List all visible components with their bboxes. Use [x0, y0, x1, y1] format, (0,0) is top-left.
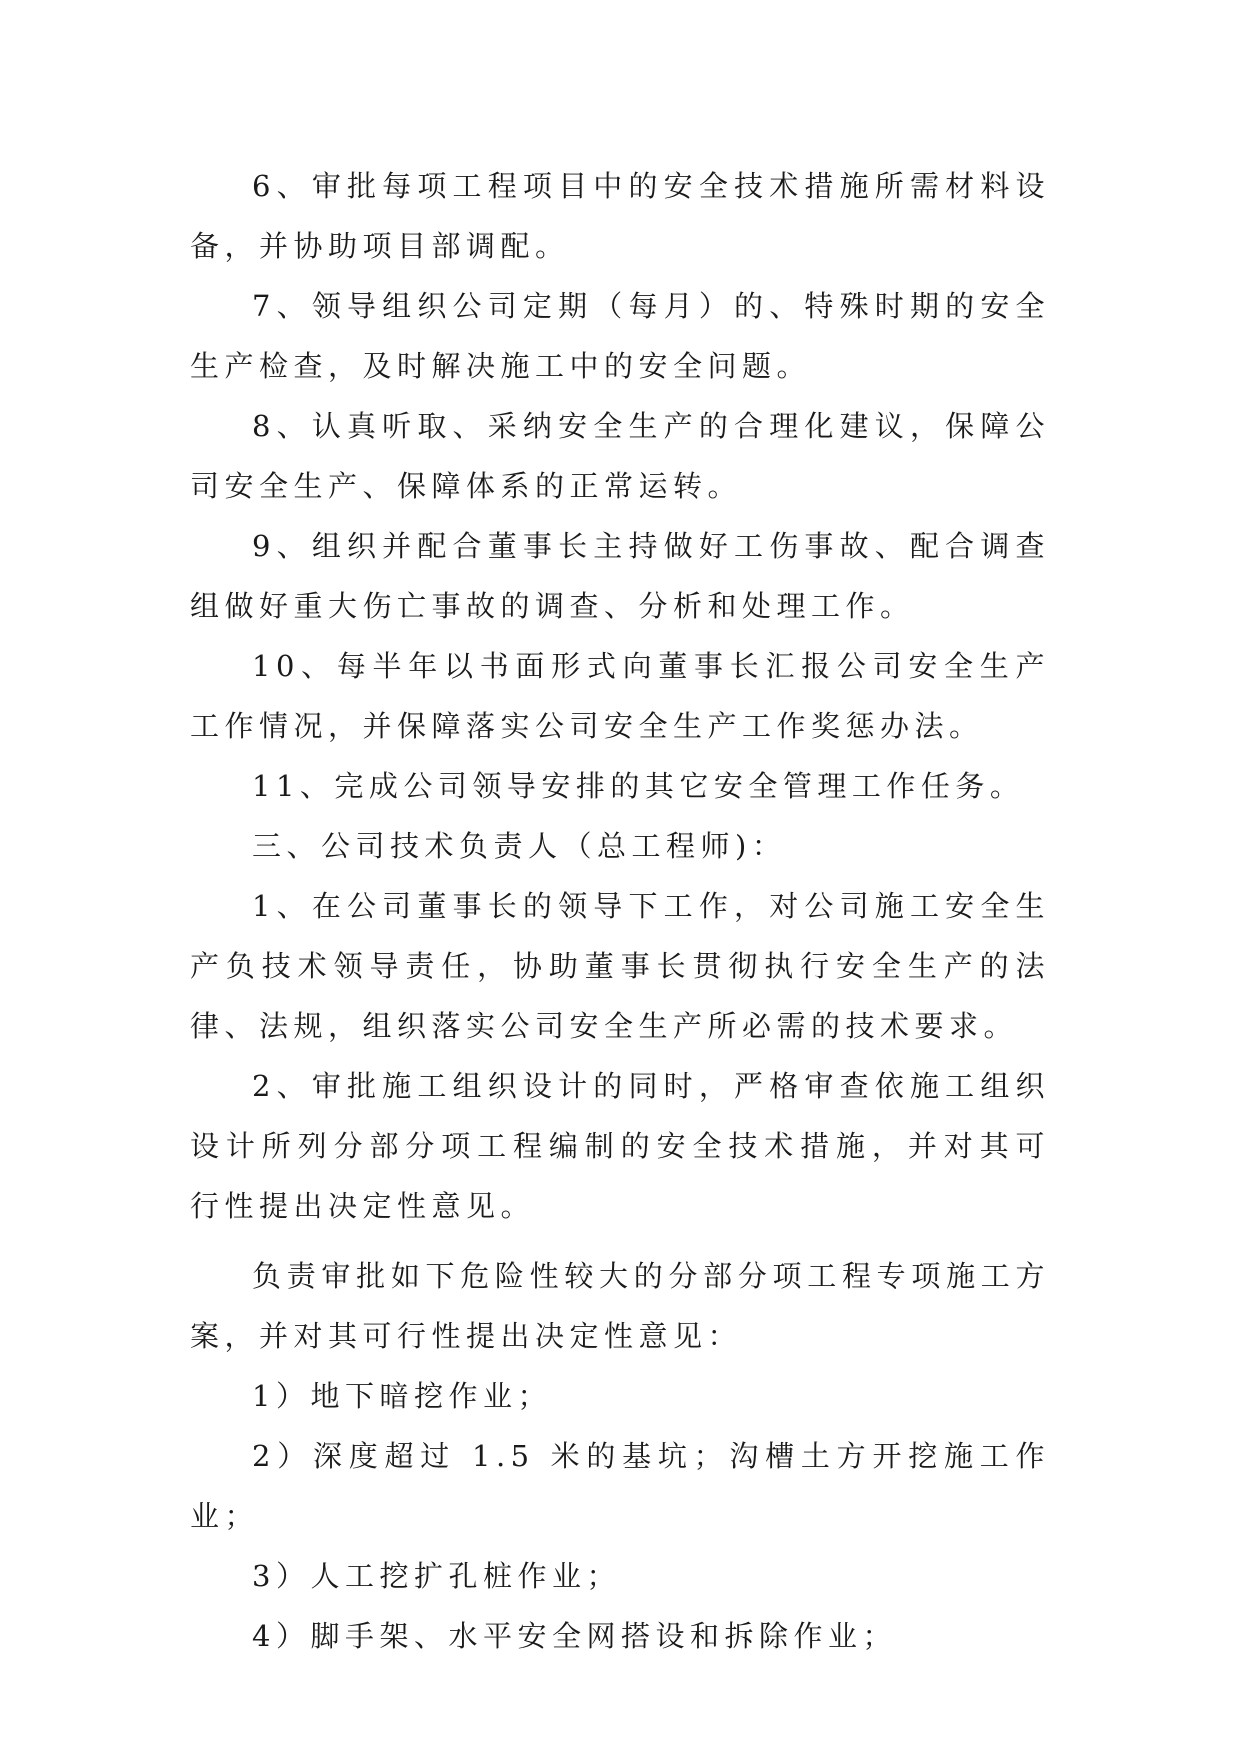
list-item-1: 1）地下暗挖作业； [252, 1379, 552, 1413]
paragraph-duty-1: 1、在公司董事长的领导下工作，对公司施工安全生产负技术领导责任，协助董事长贯彻执行安全生产的法律、法规，组织落实公司安全生产所必需的技术要求。 [190, 889, 1050, 1043]
list-item-2: 2）深度超过 1.5 米的基坑；沟槽土方开挖施工作业； [190, 1439, 1050, 1533]
section-heading-tech-lead: 三、公司技术负责人（总工程师)： [252, 829, 787, 863]
paragraph-item-10: 10、每半年以书面形式向董事长汇报公司安全生产工作情况，并保障落实公司安全生产工作奖惩办法。 [190, 649, 1050, 743]
paragraph-item-6: 6、审批每项工程项目中的安全技术措施所需材料设备，并协助项目部调配。 [190, 169, 1050, 263]
paragraph-item-7: 7、领导组织公司定期（每月）的、特殊时期的安全生产检查，及时解决施工中的安全问题。 [190, 289, 1050, 383]
list-item-4: 4）脚手架、水平安全网搭设和拆除作业； [252, 1619, 897, 1653]
paragraph-item-8: 8、认真听取、采纳安全生产的合理化建议，保障公司安全生产、保障体系的正常运转。 [190, 409, 1050, 503]
paragraph-approval-intro: 负责审批如下危险性较大的分部分项工程专项施工方案，并对其可行性提出决定性意见： [190, 1259, 1050, 1353]
paragraph-item-11: 11、完成公司领导安排的其它安全管理工作任务。 [252, 769, 1025, 803]
list-item-3: 3）人工挖扩孔桩作业； [252, 1559, 621, 1593]
document-page [190, 156, 1050, 1666]
paragraph-duty-2: 2、审批施工组织设计的同时，严格审查依施工组织设计所列分部分项工程编制的安全技术措施，并对其可行性提出决定性意见。 [190, 1069, 1050, 1223]
paragraph-item-9: 9、组织并配合董事长主持做好工伤事故、配合调查组做好重大伤亡事故的调查、分析和处理工作。 [190, 529, 1050, 623]
